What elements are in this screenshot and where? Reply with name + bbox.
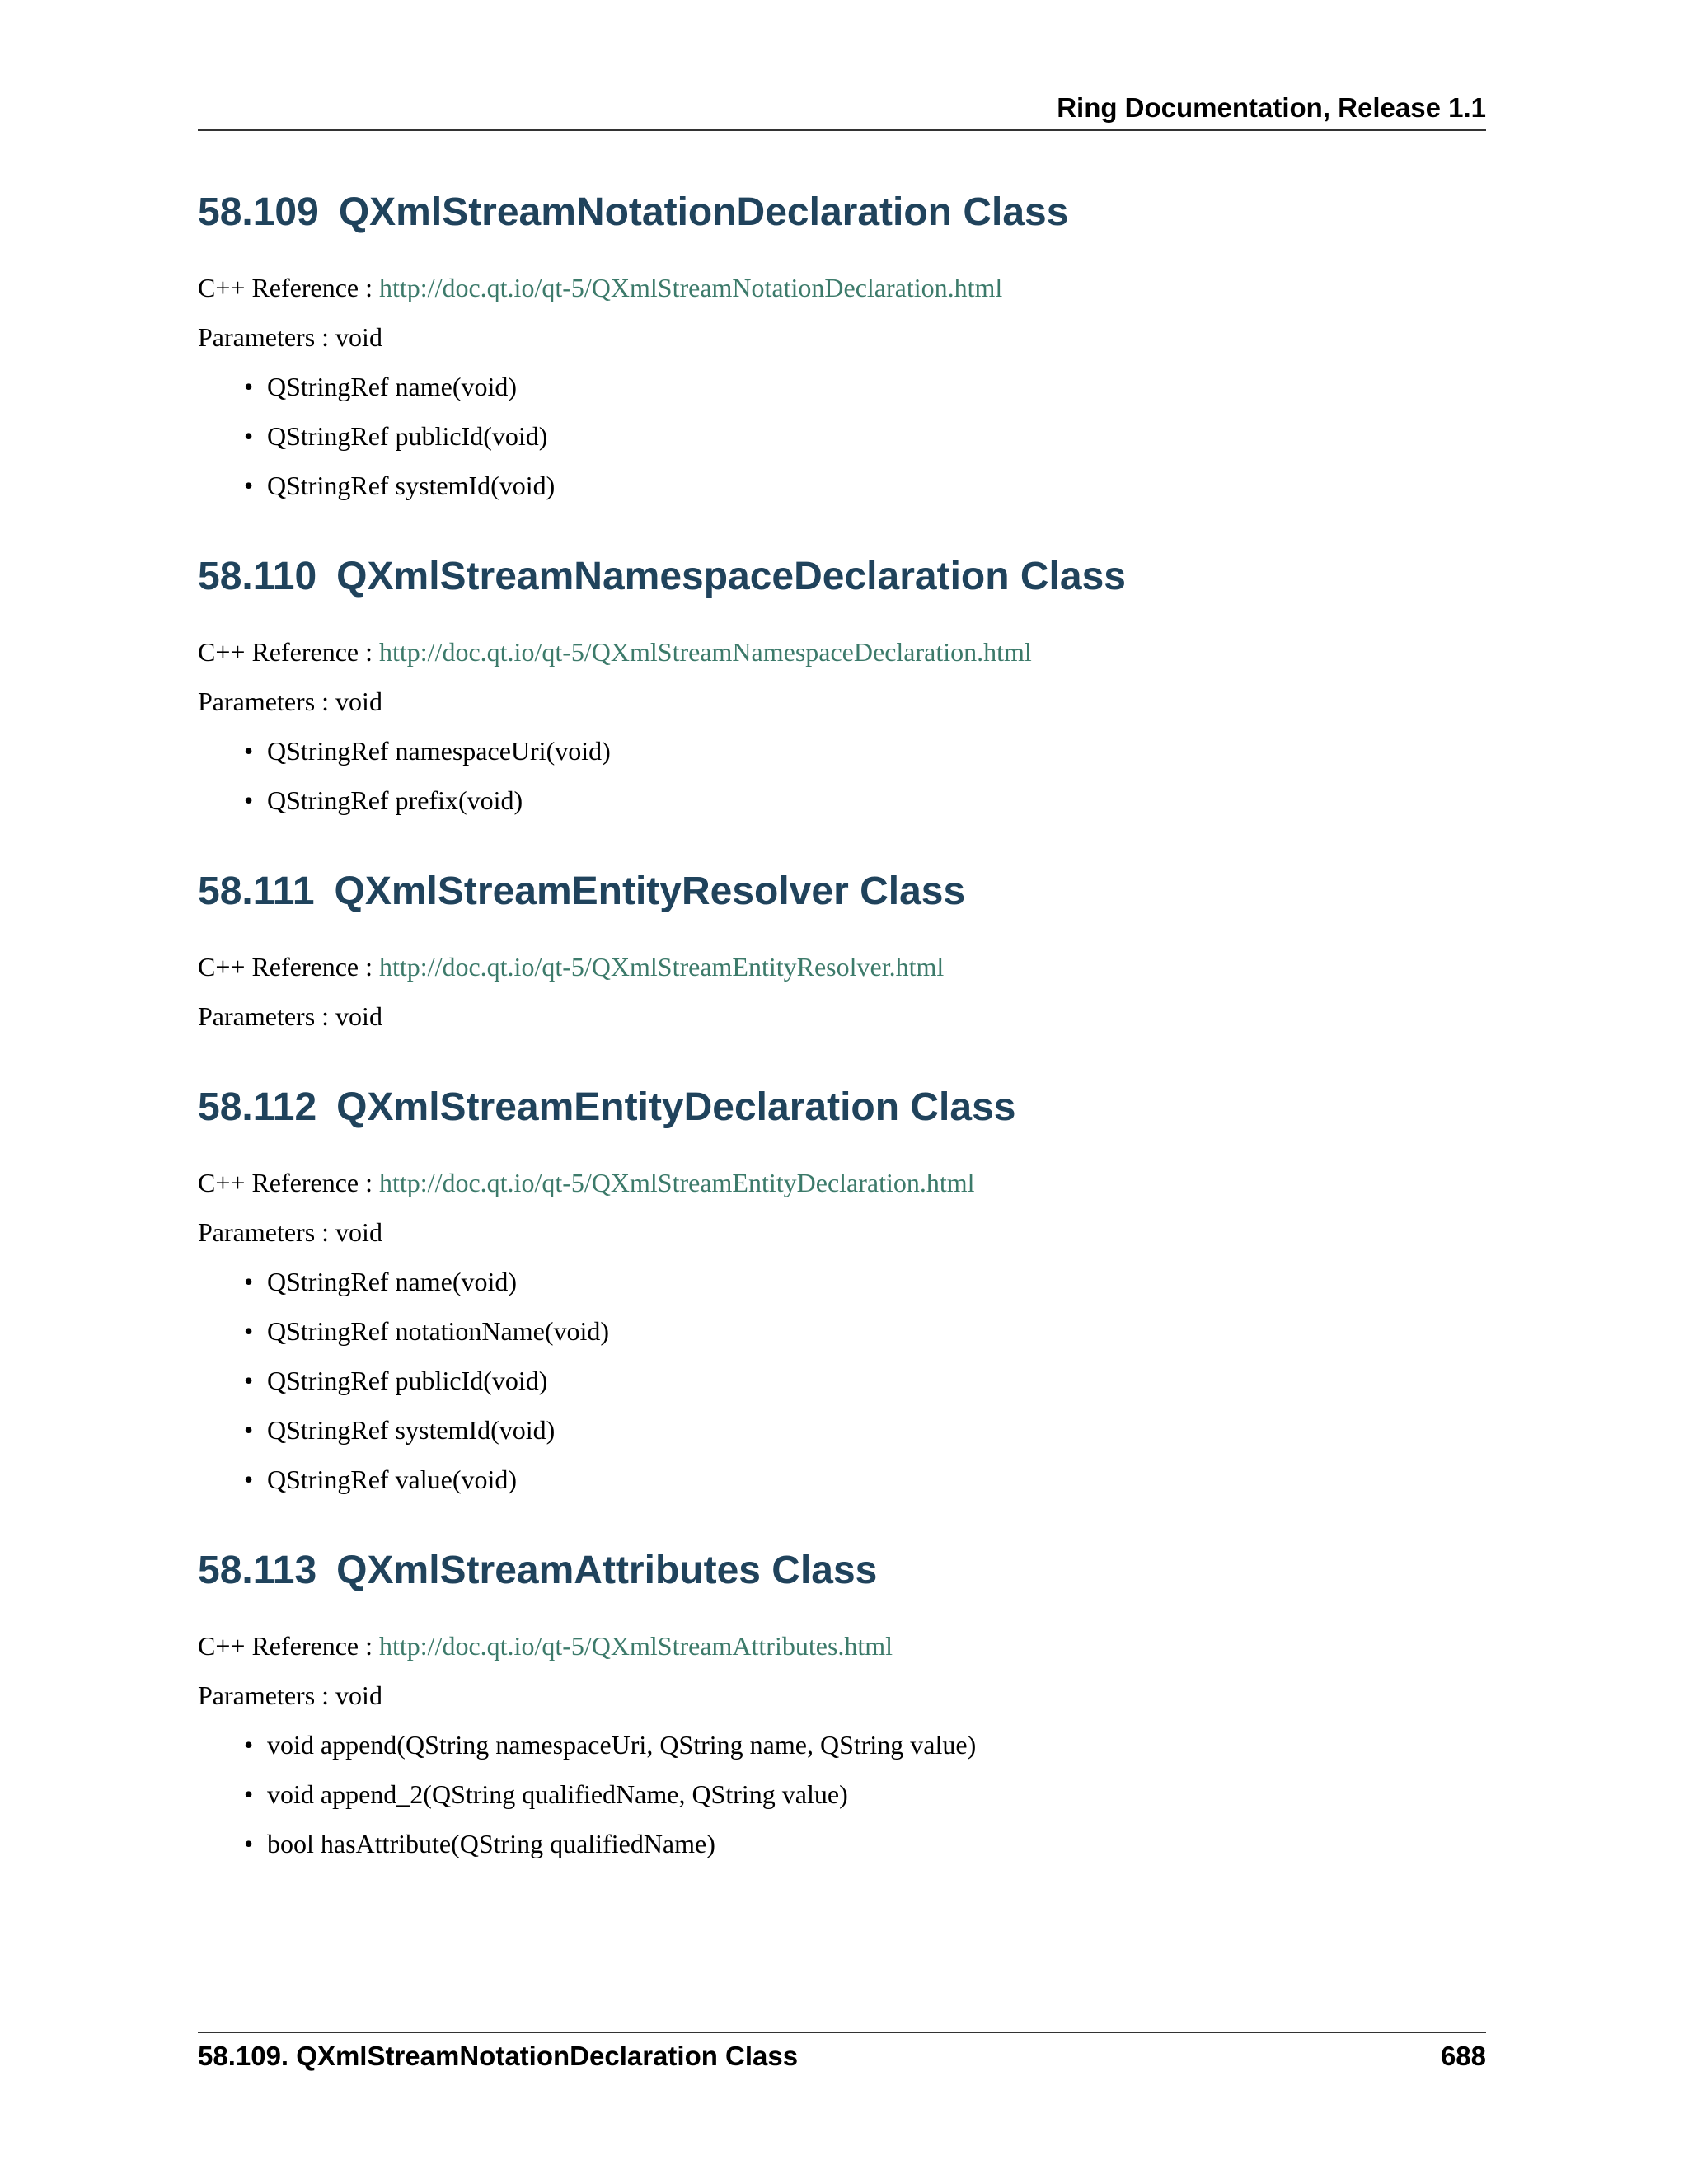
section-title: QXmlStreamNamespaceDeclaration Class: [336, 555, 1126, 598]
parameters-label: Parameters :: [198, 687, 336, 716]
parameters-value: void: [335, 1001, 382, 1031]
parameters-label: Parameters :: [198, 322, 336, 352]
bullet-icon: •: [244, 785, 254, 815]
method-list: [198, 1729, 1486, 1859]
parameters-label: Parameters :: [198, 1001, 336, 1031]
method-signature: QStringRef systemId(void): [267, 471, 556, 500]
bullet-icon: •: [244, 1415, 254, 1445]
method-signature: void append_2(QString qualifiedName, QString value): [267, 1779, 848, 1809]
bullet-icon: •: [244, 1829, 254, 1858]
bullet-icon: •: [244, 1366, 254, 1395]
parameters-value: void: [335, 687, 382, 716]
method-item: [244, 470, 1486, 501]
method-item: [244, 735, 1486, 766]
method-signature: void append(QString namespaceUri, QString name, QString value): [267, 1730, 977, 1760]
cpp-reference-line: [198, 1167, 1486, 1198]
parameters-line: [198, 686, 1486, 717]
method-item: [244, 420, 1486, 452]
method-signature: bool hasAttribute(QString qualifiedName): [267, 1829, 715, 1858]
section-title: QXmlStreamEntityResolver Class: [334, 869, 966, 913]
cpp-reference-label: C++ Reference :: [198, 637, 379, 667]
section-heading: [198, 552, 1486, 602]
cpp-reference-link[interactable]: http://doc.qt.io/qt-5/QXmlStreamNotationDeclaration.html: [379, 273, 1003, 302]
section-number: 58.110: [198, 555, 317, 598]
cpp-reference-label: C++ Reference :: [198, 273, 379, 302]
section-number: 58.112: [198, 1085, 317, 1129]
bullet-icon: •: [244, 1267, 254, 1296]
page-number: 688: [1440, 2041, 1486, 2071]
parameters-line: [198, 321, 1486, 353]
running-footer-section: 58.109. QXmlStreamNotationDeclaration Class: [198, 2041, 799, 2071]
bullet-icon: •: [244, 736, 254, 766]
cpp-reference-label: C++ Reference :: [198, 1631, 379, 1661]
cpp-reference-line: [198, 272, 1486, 303]
footer-divider: [198, 2032, 1486, 2033]
bullet-icon: •: [244, 372, 254, 401]
section-qxmlstreamentitydeclaration: [198, 1083, 1486, 1495]
method-signature: QStringRef name(void): [267, 372, 518, 401]
parameters-value: void: [335, 322, 382, 352]
cpp-reference-line: [198, 1630, 1486, 1661]
parameters-line: [198, 1001, 1486, 1032]
cpp-reference-line: [198, 636, 1486, 668]
section-qxmlstreamentityresolver: [198, 867, 1486, 1032]
method-signature: QStringRef notationName(void): [267, 1316, 610, 1346]
method-signature: QStringRef publicId(void): [267, 421, 548, 451]
method-item: [244, 1828, 1486, 1859]
parameters-value: void: [335, 1680, 382, 1710]
method-signature: QStringRef name(void): [267, 1267, 518, 1296]
bullet-icon: •: [244, 1779, 254, 1809]
method-signature: QStringRef value(void): [267, 1465, 518, 1494]
method-item: [244, 1266, 1486, 1297]
cpp-reference-link[interactable]: http://doc.qt.io/qt-5/QXmlStreamEntityDeclaration.html: [379, 1168, 975, 1197]
section-title: QXmlStreamEntityDeclaration Class: [336, 1085, 1016, 1129]
method-item: [244, 1729, 1486, 1760]
cpp-reference-link[interactable]: http://doc.qt.io/qt-5/QXmlStreamAttributes.html: [379, 1631, 893, 1661]
bullet-icon: •: [244, 1316, 254, 1346]
method-list: [198, 735, 1486, 816]
bullet-icon: •: [244, 471, 254, 500]
cpp-reference-line: [198, 951, 1486, 982]
section-heading: [198, 1083, 1486, 1132]
section-heading: [198, 188, 1486, 237]
method-item: [244, 371, 1486, 402]
method-item: [244, 1365, 1486, 1396]
section-qxmlstreamattributes: [198, 1546, 1486, 1859]
parameters-line: [198, 1216, 1486, 1248]
header-divider: [198, 129, 1486, 131]
section-qxmlstreamnamespacedeclaration: [198, 552, 1486, 816]
method-signature: QStringRef publicId(void): [267, 1366, 548, 1395]
bullet-icon: •: [244, 421, 254, 451]
method-signature: QStringRef systemId(void): [267, 1415, 556, 1445]
method-item: [244, 785, 1486, 816]
method-item: [244, 1779, 1486, 1810]
parameters-line: [198, 1680, 1486, 1711]
method-item: [244, 1315, 1486, 1347]
section-title: QXmlStreamNotationDeclaration Class: [338, 190, 1069, 234]
method-list: [198, 371, 1486, 501]
cpp-reference-link[interactable]: http://doc.qt.io/qt-5/QXmlStreamNamespaceDeclaration.html: [379, 637, 1032, 667]
section-title: QXmlStreamAttributes Class: [336, 1549, 878, 1592]
running-header-title: Ring Documentation, Release 1.1: [1057, 92, 1486, 123]
parameters-label: Parameters :: [198, 1680, 336, 1710]
method-list: [198, 1266, 1486, 1495]
bullet-icon: •: [244, 1730, 254, 1760]
method-signature: QStringRef prefix(void): [267, 785, 523, 815]
section-qxmlstreamnotationdeclaration: [198, 188, 1486, 501]
page-content: [198, 188, 1486, 1877]
parameters-label: Parameters :: [198, 1217, 336, 1247]
section-heading: [198, 1546, 1486, 1596]
method-item: [244, 1414, 1486, 1446]
method-item: [244, 1464, 1486, 1495]
section-number: 58.111: [198, 869, 315, 913]
section-number: 58.113: [198, 1549, 317, 1592]
bullet-icon: •: [244, 1465, 254, 1494]
section-heading: [198, 867, 1486, 916]
cpp-reference-link[interactable]: http://doc.qt.io/qt-5/QXmlStreamEntityResolver.html: [379, 952, 945, 982]
cpp-reference-label: C++ Reference :: [198, 1168, 379, 1197]
parameters-value: void: [335, 1217, 382, 1247]
method-signature: QStringRef namespaceUri(void): [267, 736, 611, 766]
cpp-reference-label: C++ Reference :: [198, 952, 379, 982]
section-number: 58.109: [198, 190, 319, 234]
